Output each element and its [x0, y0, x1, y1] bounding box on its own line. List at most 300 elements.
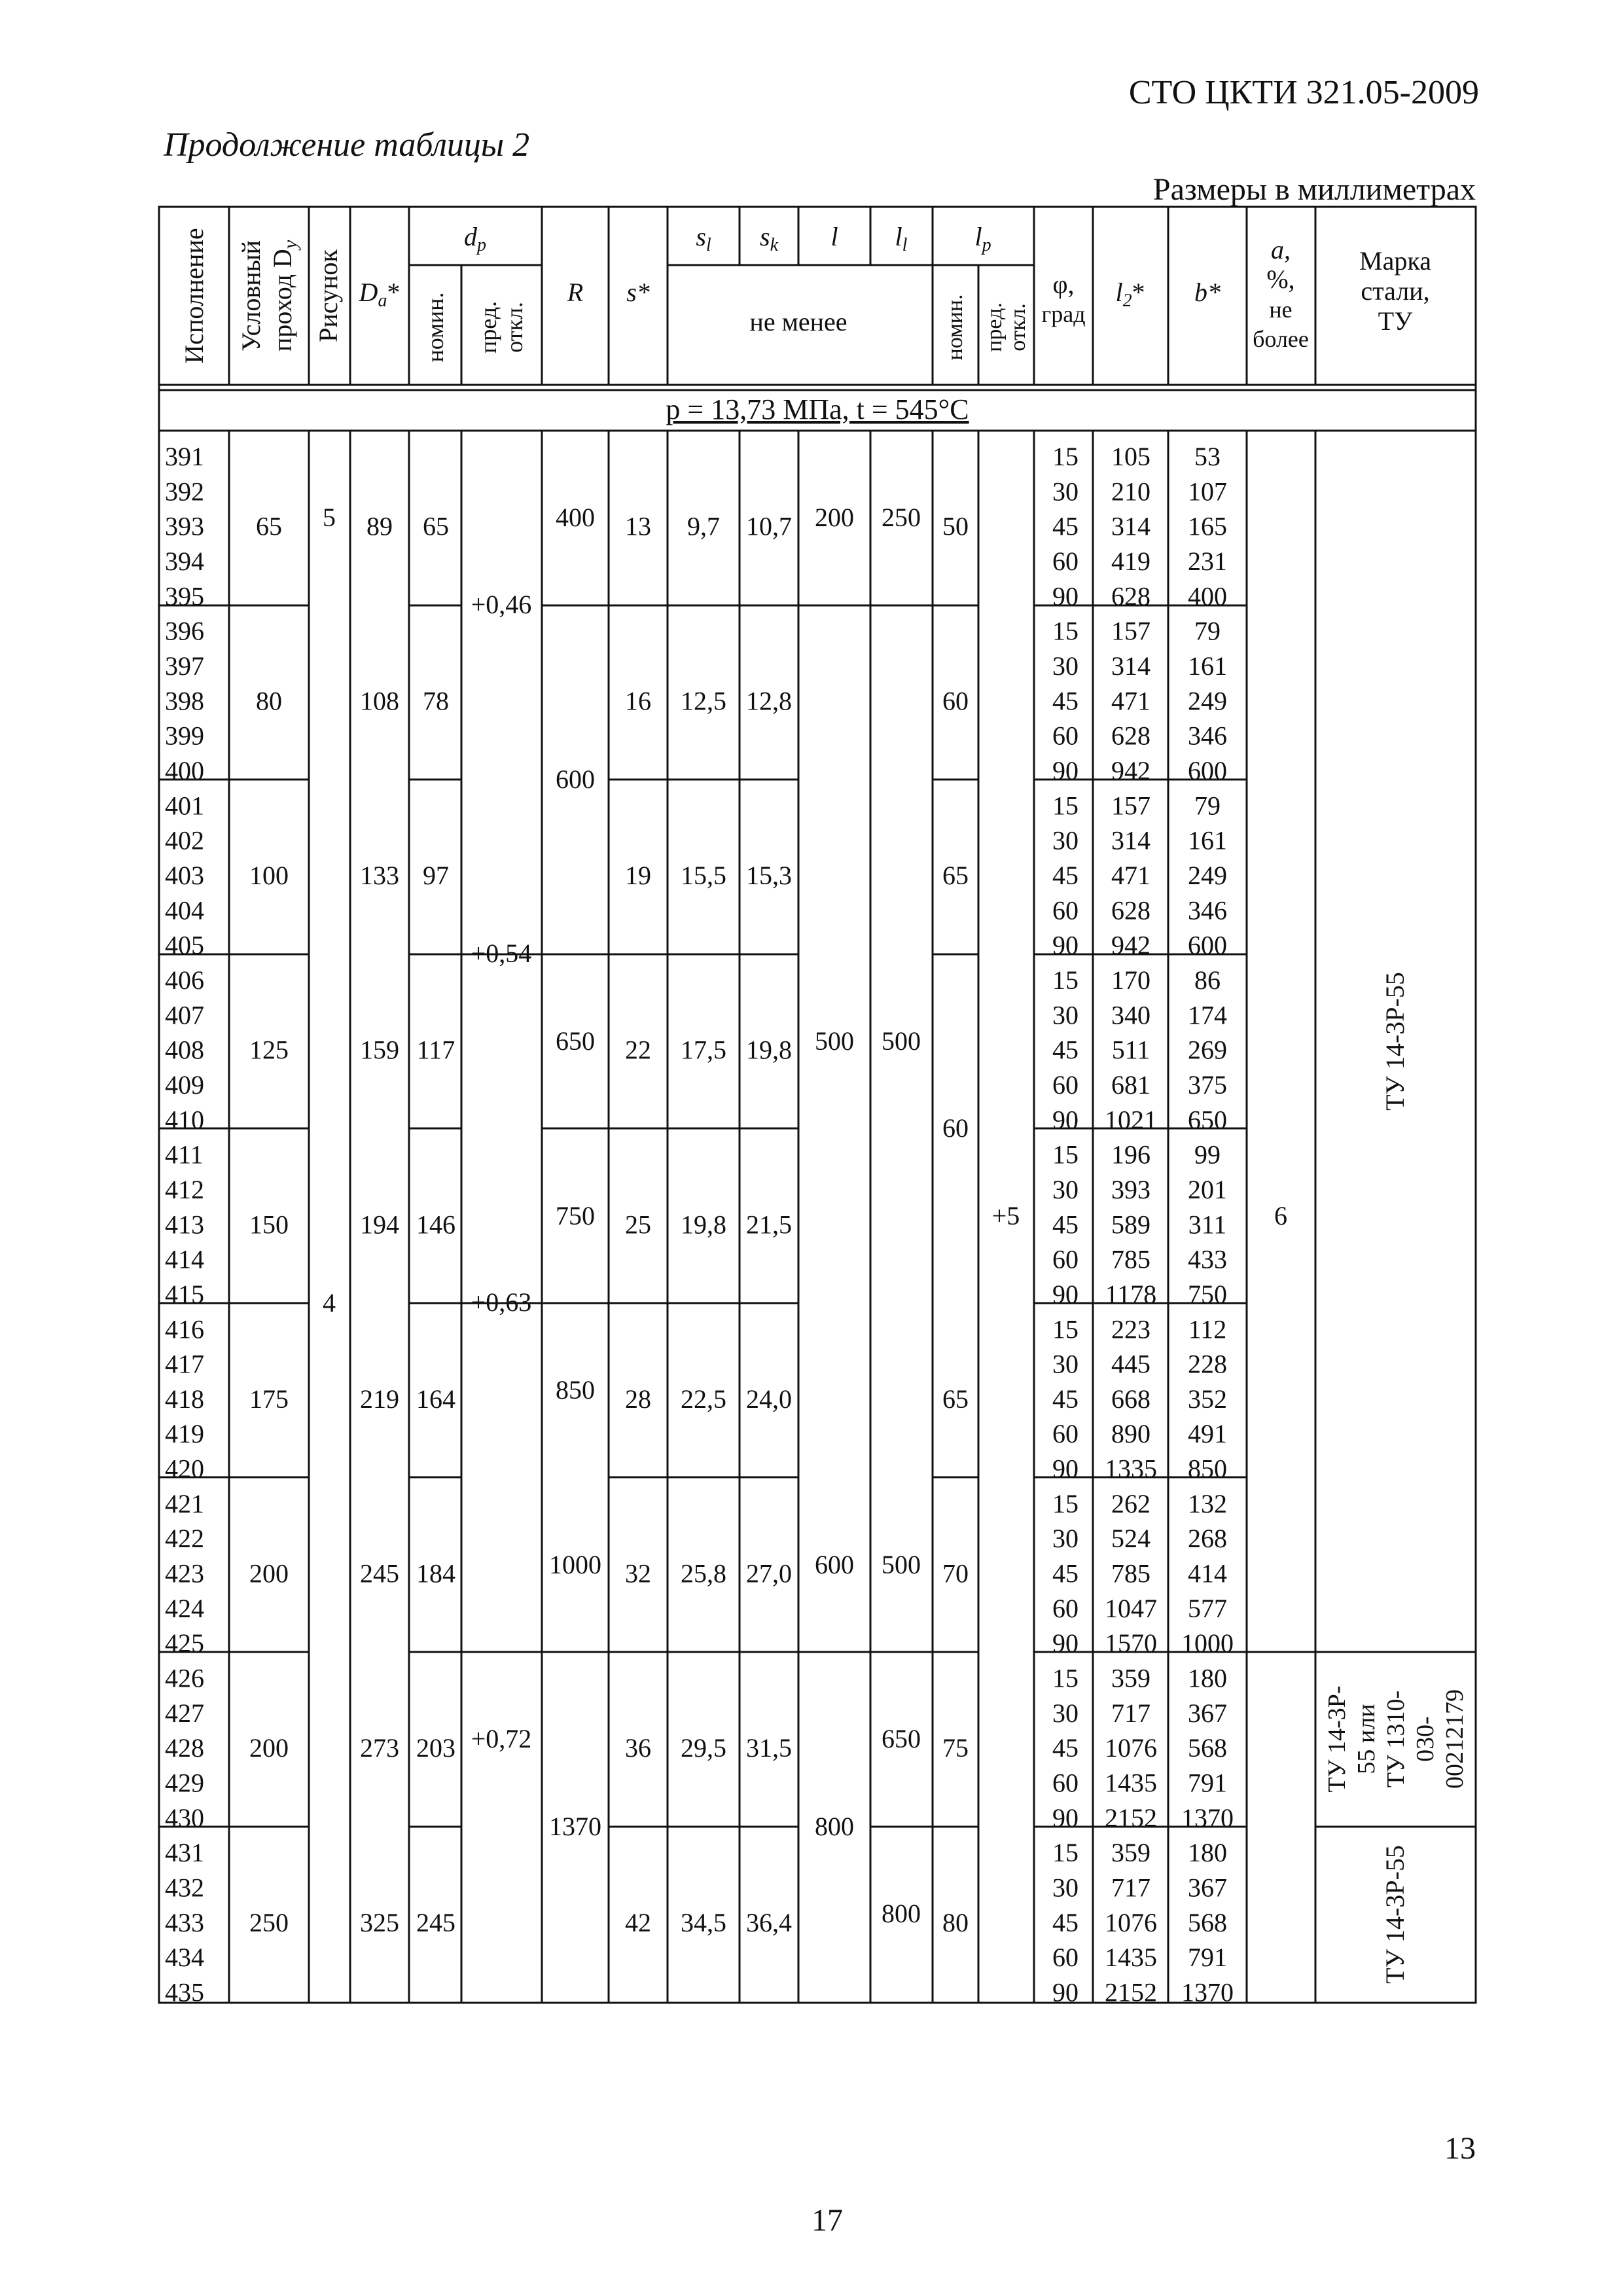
row-b: 53: [1194, 442, 1221, 471]
row-l2: 314: [1111, 825, 1150, 855]
group-da: 108: [360, 686, 399, 716]
row-ispolnenie: 421: [165, 1488, 204, 1518]
steel-grade-b-5: 00212179: [1441, 1689, 1469, 1789]
units-note: Размеры в миллиметрах: [1152, 172, 1476, 207]
a-value: 6: [1274, 1201, 1287, 1230]
group-dp-nomin: 164: [416, 1384, 455, 1414]
group-dy: 100: [249, 861, 289, 890]
row-b: 161: [1188, 825, 1227, 855]
group-dy: 175: [249, 1384, 289, 1414]
group-lp: 70: [942, 1558, 969, 1588]
row-l2: 628: [1111, 721, 1150, 751]
row-phi: 60: [1052, 547, 1079, 576]
row-ispolnenie: 402: [165, 825, 204, 855]
steel-grade-b-2: 55 или: [1353, 1704, 1380, 1774]
row-b: 367: [1188, 1698, 1227, 1728]
row-phi: 90: [1052, 1628, 1079, 1659]
row-b: 112: [1188, 1314, 1227, 1344]
header-dp-pred: пред.: [475, 300, 501, 354]
header-da: $D_a*$: [359, 278, 401, 311]
group-da: 245: [360, 1558, 399, 1588]
row-phi: 15: [1052, 965, 1079, 995]
row-ispolnenie: 426: [165, 1663, 204, 1693]
row-phi: 60: [1052, 1593, 1079, 1623]
row-b: 161: [1188, 651, 1227, 681]
row-phi: 60: [1052, 1419, 1079, 1449]
row-b: 311: [1188, 1210, 1227, 1240]
row-l2: 1335: [1105, 1454, 1157, 1484]
row-l2: 942: [1111, 756, 1150, 785]
row-phi: 90: [1052, 1803, 1079, 1833]
header-r: R: [567, 278, 584, 307]
row-ispolnenie: 394: [165, 547, 204, 576]
row-ispolnenie: 430: [165, 1803, 204, 1833]
row-phi: 45: [1052, 1210, 1079, 1240]
header-dy-line1: Условный: [236, 240, 266, 351]
l-500: 500: [815, 1026, 854, 1056]
row-l2: 471: [1111, 686, 1150, 716]
row-b: 1370: [1181, 1803, 1234, 1833]
row-l2: 1076: [1105, 1733, 1157, 1763]
row-b: 791: [1188, 1943, 1227, 1973]
steel-grade-b-4: 030-: [1412, 1716, 1439, 1762]
group-dy: 80: [256, 686, 282, 716]
row-l2: 196: [1111, 1139, 1150, 1170]
row-ispolnenie: 414: [165, 1244, 204, 1274]
row-l2: 2152: [1105, 1977, 1157, 2007]
row-phi: 15: [1052, 1488, 1079, 1518]
l1-250: 250: [882, 503, 921, 532]
header-a-1: a,: [1271, 235, 1291, 264]
row-b: 400: [1188, 581, 1227, 611]
group-dp-nomin: 65: [423, 511, 449, 541]
row-b: 375: [1188, 1069, 1227, 1100]
l1-500b: 500: [882, 1550, 921, 1579]
group-sl: 9,7: [687, 511, 720, 541]
l1-500: 500: [882, 1026, 921, 1056]
group-s-star: 22: [625, 1035, 651, 1065]
row-l2: 628: [1111, 895, 1150, 925]
r-750: 750: [556, 1201, 595, 1230]
table-continuation-title: Продолжение таблицы 2: [164, 126, 530, 164]
r-600: 600: [556, 764, 595, 794]
row-phi: 15: [1052, 1663, 1079, 1693]
group-s-star: 13: [625, 511, 651, 541]
group-sl: 22,5: [681, 1384, 726, 1414]
group-sl: 34,5: [681, 1907, 726, 1937]
row-phi: 15: [1052, 791, 1079, 821]
pred-063: +0,63: [471, 1287, 532, 1317]
row-ispolnenie: 409: [165, 1069, 204, 1100]
group-sl: 17,5: [681, 1035, 726, 1065]
group-dp-nomin: 245: [416, 1907, 455, 1937]
header-dy-line2: проход $D_y$: [268, 240, 301, 352]
group-da: 133: [360, 861, 399, 890]
row-b: 99: [1194, 1139, 1221, 1170]
header-b-star: b*: [1194, 278, 1221, 307]
row-phi: 15: [1052, 616, 1079, 646]
row-l2: 393: [1111, 1174, 1150, 1204]
row-b: 1370: [1181, 1977, 1234, 2007]
section-title: p = 13,73 МПа, t = 545°С: [666, 393, 969, 425]
group-dp-nomin: 146: [416, 1210, 455, 1240]
row-phi: 60: [1052, 721, 1079, 751]
row-l2: 628: [1111, 581, 1150, 611]
row-phi: 90: [1052, 581, 1079, 611]
row-phi: 45: [1052, 1558, 1079, 1588]
row-b: 850: [1188, 1454, 1227, 1484]
header-l1: $l_l$: [895, 222, 908, 255]
row-l2: 1076: [1105, 1907, 1157, 1937]
row-ispolnenie: 432: [165, 1873, 204, 1903]
row-phi: 45: [1052, 686, 1079, 716]
header-risunok: Рисунок: [313, 249, 343, 342]
row-phi: 90: [1052, 1454, 1079, 1484]
row-phi: 15: [1052, 1314, 1079, 1344]
row-b: 791: [1188, 1768, 1227, 1798]
row-l2: 1570: [1105, 1628, 1157, 1659]
header-ne-menee: не менее: [749, 307, 847, 336]
header-dp-otkl: откл.: [501, 302, 527, 353]
row-l2: 157: [1111, 616, 1150, 646]
row-ispolnenie: 391: [165, 442, 204, 471]
row-l2: 589: [1111, 1210, 1150, 1240]
pred-072: +0,72: [471, 1724, 532, 1753]
group-dy: 250: [249, 1907, 289, 1937]
group-sk: 31,5: [746, 1733, 792, 1763]
l1-800: 800: [882, 1899, 921, 1928]
group-s-star: 28: [625, 1384, 651, 1414]
header-l2: $l_2*$: [1115, 278, 1145, 311]
row-ispolnenie: 431: [165, 1838, 204, 1868]
pred-054: +0,54: [471, 939, 532, 968]
row-b: 86: [1194, 965, 1221, 995]
group-sk: 15,3: [746, 861, 792, 890]
group-sk: 10,7: [746, 511, 792, 541]
header-sk: $s_k$: [759, 222, 779, 255]
row-ispolnenie: 428: [165, 1733, 204, 1763]
row-phi: 30: [1052, 1174, 1079, 1204]
row-b: 269: [1188, 1035, 1227, 1065]
row-ispolnenie: 416: [165, 1314, 204, 1344]
row-phi: 30: [1052, 825, 1079, 855]
table-body: [165, 442, 1234, 2007]
group-sl: 12,5: [681, 686, 726, 716]
row-l2: 668: [1111, 1384, 1150, 1414]
row-ispolnenie: 435: [165, 1977, 204, 2007]
ris-4: 4: [323, 1288, 336, 1318]
row-phi: 30: [1052, 651, 1079, 681]
group-sk: 36,4: [746, 1907, 792, 1937]
header-a-3: не: [1269, 296, 1293, 323]
row-l2: 314: [1111, 651, 1150, 681]
row-ispolnenie: 419: [165, 1419, 204, 1449]
row-phi: 90: [1052, 1105, 1079, 1135]
document-code: СТО ЦКТИ 321.05-2009: [1128, 74, 1479, 111]
row-phi: 30: [1052, 476, 1079, 507]
row-phi: 15: [1052, 1838, 1079, 1868]
row-phi: 60: [1052, 1069, 1079, 1100]
r-400: 400: [556, 503, 595, 532]
row-ispolnenie: 403: [165, 861, 204, 890]
row-phi: 30: [1052, 1000, 1079, 1030]
header-mark-1: Марка: [1359, 246, 1431, 276]
group-sk: 21,5: [746, 1210, 792, 1240]
row-phi: 90: [1052, 930, 1079, 960]
r-1000: 1000: [549, 1550, 601, 1579]
header-a-2: %,: [1266, 264, 1295, 294]
row-b: 367: [1188, 1873, 1227, 1903]
steel-grade-a: ТУ 14-3Р-55: [1380, 972, 1410, 1111]
group-dy: 200: [249, 1733, 289, 1763]
row-b: 346: [1188, 721, 1227, 751]
group-sk: 12,8: [746, 686, 792, 716]
footer-number: 17: [812, 2203, 843, 2238]
row-l2: 785: [1111, 1558, 1150, 1588]
row-l2: 1178: [1105, 1279, 1157, 1309]
row-l2: 445: [1111, 1349, 1150, 1379]
row-l2: 2152: [1105, 1803, 1157, 1833]
row-ispolnenie: 429: [165, 1768, 204, 1798]
row-l2: 524: [1111, 1524, 1150, 1554]
r-850: 850: [556, 1375, 595, 1405]
header-dp: $d_p$: [464, 222, 486, 255]
row-phi: 90: [1052, 1279, 1079, 1309]
row-l2: 157: [1111, 791, 1150, 821]
group-da: 273: [360, 1733, 399, 1763]
row-b: 201: [1188, 1174, 1227, 1204]
row-b: 414: [1188, 1558, 1227, 1588]
group-da: 219: [360, 1384, 399, 1414]
row-phi: 15: [1052, 1139, 1079, 1170]
row-phi: 60: [1052, 1768, 1079, 1798]
row-phi: 60: [1052, 1943, 1079, 1973]
header-phi-2: град: [1041, 301, 1086, 327]
row-ispolnenie: 423: [165, 1558, 204, 1588]
row-ispolnenie: 395: [165, 581, 204, 611]
page-number: 13: [1444, 2131, 1476, 2166]
row-ispolnenie: 418: [165, 1384, 204, 1414]
pred-046: +0,46: [471, 590, 532, 619]
row-ispolnenie: 396: [165, 616, 204, 646]
row-l2: 419: [1111, 547, 1150, 576]
row-b: 750: [1188, 1279, 1227, 1309]
row-phi: 30: [1052, 1349, 1079, 1379]
row-b: 180: [1188, 1663, 1227, 1693]
group-s-star: 42: [625, 1907, 651, 1937]
group-sl: 25,8: [681, 1558, 726, 1588]
row-ispolnenie: 408: [165, 1035, 204, 1065]
row-b: 568: [1188, 1733, 1227, 1763]
row-b: 352: [1188, 1384, 1227, 1414]
row-phi: 45: [1052, 1733, 1079, 1763]
row-l2: 340: [1111, 1000, 1150, 1030]
lp-pred: +5: [991, 1201, 1020, 1230]
row-ispolnenie: 411: [165, 1139, 204, 1170]
group-lp: 50: [942, 511, 969, 541]
row-l2: 223: [1111, 1314, 1150, 1344]
group-dp-nomin: 97: [423, 861, 449, 890]
row-phi: 45: [1052, 1384, 1079, 1414]
row-l2: 170: [1111, 965, 1150, 995]
l-800: 800: [815, 1812, 854, 1841]
group-s-star: 19: [625, 861, 651, 890]
row-ispolnenie: 399: [165, 721, 204, 751]
l-200: 200: [815, 503, 854, 532]
row-phi: 45: [1052, 1035, 1079, 1065]
group-dy: 200: [249, 1558, 289, 1588]
group-da: 194: [360, 1210, 399, 1240]
row-b: 600: [1188, 930, 1227, 960]
row-phi: 60: [1052, 1244, 1079, 1274]
row-ispolnenie: 397: [165, 651, 204, 681]
l1-650: 650: [882, 1724, 921, 1753]
header-mark-3: ТУ: [1378, 306, 1413, 336]
row-phi: 15: [1052, 442, 1079, 471]
row-phi: 45: [1052, 861, 1079, 890]
row-b: 650: [1188, 1105, 1227, 1135]
row-l2: 1021: [1105, 1105, 1157, 1135]
header-lp: $l_p$: [974, 222, 991, 255]
row-b: 600: [1188, 756, 1227, 785]
row-l2: 359: [1111, 1663, 1150, 1693]
row-ispolnenie: 434: [165, 1943, 204, 1973]
row-l2: 210: [1111, 476, 1150, 507]
group-dp-nomin: 203: [416, 1733, 455, 1763]
header-phi-1: φ,: [1052, 270, 1075, 299]
r-650: 650: [556, 1026, 595, 1056]
row-l2: 262: [1111, 1488, 1150, 1518]
header-dp-nomin: номин.: [422, 292, 448, 363]
row-b: 568: [1188, 1907, 1227, 1937]
group-lp: 65: [942, 1384, 969, 1414]
row-b: 228: [1188, 1349, 1227, 1379]
row-phi: 90: [1052, 756, 1079, 785]
group-lp: 80: [942, 1907, 969, 1937]
row-b: 174: [1188, 1000, 1227, 1030]
group-lp: 65: [942, 861, 969, 890]
row-l2: 681: [1111, 1069, 1150, 1100]
row-ispolnenie: 427: [165, 1698, 204, 1728]
merged-cells: [323, 503, 1469, 1984]
header-s-star: s*: [626, 278, 650, 307]
row-l2: 471: [1111, 861, 1150, 890]
header-lp-pred: пред.: [982, 302, 1007, 352]
header-lp-nomin: номин.: [943, 294, 967, 361]
row-phi: 60: [1052, 895, 1079, 925]
header-ispolnenie: Исполнение: [179, 228, 209, 364]
lp-60-merged: 60: [942, 1113, 969, 1143]
group-sl: 19,8: [681, 1210, 726, 1240]
row-ispolnenie: 393: [165, 511, 204, 541]
row-l2: 1435: [1105, 1768, 1157, 1798]
row-l2: 942: [1111, 930, 1150, 960]
row-b: 180: [1188, 1838, 1227, 1868]
row-ispolnenie: 412: [165, 1174, 204, 1204]
group-s-star: 32: [625, 1558, 651, 1588]
row-ispolnenie: 400: [165, 756, 204, 785]
r-1370: 1370: [549, 1812, 601, 1841]
row-b: 577: [1188, 1593, 1227, 1623]
group-dp-nomin: 184: [416, 1558, 455, 1588]
row-b: 79: [1194, 616, 1221, 646]
header-a-4: более: [1253, 326, 1309, 352]
row-l2: 105: [1111, 442, 1150, 471]
row-b: 491: [1188, 1419, 1227, 1449]
row-phi: 30: [1052, 1873, 1079, 1903]
row-ispolnenie: 420: [165, 1454, 204, 1484]
header-lp-otkl: откл.: [1006, 303, 1030, 351]
group-sk: 19,8: [746, 1035, 792, 1065]
group-dp-nomin: 117: [416, 1035, 455, 1065]
group-dy: 150: [249, 1210, 289, 1240]
group-s-star: 16: [625, 686, 651, 716]
steel-grade-b-3: ТУ 1310-: [1382, 1690, 1410, 1788]
row-b: 132: [1188, 1488, 1227, 1518]
row-ispolnenie: 433: [165, 1907, 204, 1937]
row-b: 79: [1194, 791, 1221, 821]
row-ispolnenie: 407: [165, 1000, 204, 1030]
row-ispolnenie: 398: [165, 686, 204, 716]
group-dp-nomin: 78: [423, 686, 449, 716]
row-phi: 30: [1052, 1524, 1079, 1554]
row-b: 346: [1188, 895, 1227, 925]
row-b: 249: [1188, 686, 1227, 716]
group-sl: 29,5: [681, 1733, 726, 1763]
row-ispolnenie: 422: [165, 1524, 204, 1554]
row-b: 268: [1188, 1524, 1227, 1554]
row-l2: 717: [1111, 1873, 1150, 1903]
row-ispolnenie: 413: [165, 1210, 204, 1240]
row-ispolnenie: 405: [165, 930, 204, 960]
row-phi: 45: [1052, 1907, 1079, 1937]
header-mark-2: стали,: [1361, 276, 1430, 306]
group-sk: 24,0: [746, 1384, 792, 1414]
steel-grade-b-1: ТУ 14-3Р-: [1323, 1685, 1351, 1793]
table-grid: [159, 207, 1476, 2003]
row-ispolnenie: 415: [165, 1279, 204, 1309]
row-b: 165: [1188, 511, 1227, 541]
header-sl: $s_l$: [696, 222, 711, 255]
group-da: 159: [360, 1035, 399, 1065]
row-l2: 1435: [1105, 1943, 1157, 1973]
row-phi: 45: [1052, 511, 1079, 541]
row-ispolnenie: 425: [165, 1628, 204, 1659]
row-ispolnenie: 404: [165, 895, 204, 925]
row-l2: 314: [1111, 511, 1150, 541]
row-ispolnenie: 392: [165, 476, 204, 507]
row-phi: 30: [1052, 1698, 1079, 1728]
row-l2: 511: [1111, 1035, 1150, 1065]
row-b: 249: [1188, 861, 1227, 890]
row-l2: 359: [1111, 1838, 1150, 1868]
steel-grade-c: ТУ 14-3Р-55: [1380, 1845, 1410, 1984]
table-header: [179, 222, 1431, 364]
row-l2: 1047: [1105, 1593, 1157, 1623]
group-dy: 65: [256, 511, 282, 541]
group-da: 325: [360, 1907, 399, 1937]
group-s-star: 36: [625, 1733, 651, 1763]
row-b: 1000: [1181, 1628, 1234, 1659]
group-lp: 60: [942, 686, 969, 716]
row-ispolnenie: 417: [165, 1349, 204, 1379]
row-ispolnenie: 424: [165, 1593, 204, 1623]
group-sk: 27,0: [746, 1558, 792, 1588]
row-ispolnenie: 410: [165, 1105, 204, 1135]
row-b: 107: [1188, 476, 1227, 507]
row-b: 231: [1188, 547, 1227, 576]
header-l: l: [830, 222, 838, 251]
